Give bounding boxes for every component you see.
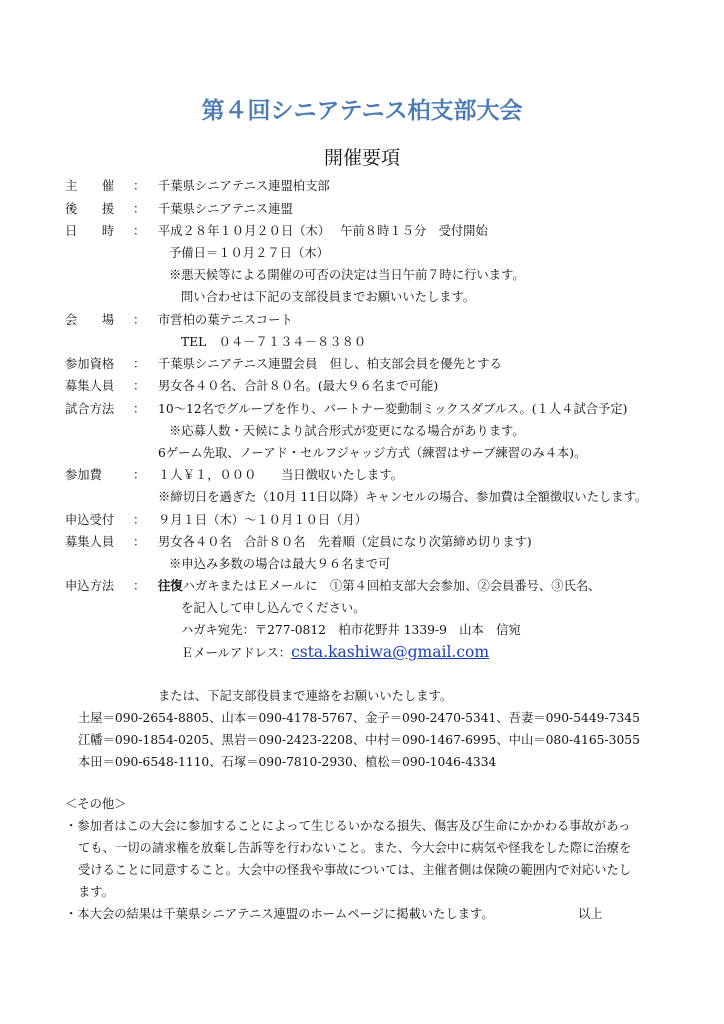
page-title: 第４回シニアテニス柏支部大会 [201, 98, 523, 124]
recruit2-value: 男女各４０名 合計８０名 先着順（定員になり次第締め切ります) [158, 535, 532, 549]
apply-bold: 往復 [158, 578, 183, 593]
end-mark: 以上 [578, 907, 603, 921]
other-bullet-1-line-1: ・参加者はこの大会に参加することによって生じるいかなる損失、傷害及び生命にかかわる事故があっ [65, 819, 631, 833]
fee-label: 参加費 [65, 468, 102, 482]
colon: ： [133, 579, 146, 593]
other-bullet-2: ・本大会の結果は千葉県シニアテニス連盟のホームページに掲載いたします。 [65, 907, 494, 921]
other-heading: ＜その他＞ [65, 797, 127, 811]
apply-text: ハガキまたはＥメールに ①第４回柏支部大会参加、②会員番号、③氏名、 [182, 579, 601, 593]
recruit-label: 募集人員 [65, 379, 115, 393]
other-bullet-1-line-3: 受けることに同意すること。大会中の怪我や事故については、主催者側は保険の範囲内で対応いたし [78, 863, 632, 877]
venue-tel: TEL ０４－７１３４－８３８０ [181, 335, 367, 349]
email-label: Ｅメールアドレス： [181, 646, 292, 660]
eligibility-value: 千葉県シニアテニス連盟会員 但し、柏支部会員を優先とする [158, 357, 502, 371]
format-label: 試合方法 [65, 402, 115, 416]
support-label: 後 援 [65, 202, 115, 216]
datetime-label: 日 時 [65, 224, 115, 238]
organizer-label: 主 催 [65, 179, 115, 193]
colon: ： [133, 402, 146, 416]
fee-note: ※締切日を過ぎた（10月 11日以降）キャンセルの場合、参加費は全額徴収いたします。 [158, 490, 648, 504]
colon: ： [133, 357, 146, 371]
email-row [181, 642, 489, 663]
other-bullet-1-line-4: ます。 [78, 885, 114, 899]
contacts-intro: または、下記支部役員まで連絡をお願いいたします。 [158, 689, 453, 703]
recruit2-note: ※申込み多数の場合は最大９６名まで可 [169, 557, 391, 571]
reception-value: ９月１日（木）～１０月１０日（月） [158, 513, 368, 527]
colon: ： [133, 513, 146, 527]
colon: ： [133, 179, 146, 193]
support-value: 千葉県シニアテニス連盟 [158, 202, 293, 216]
apply-instruction: を記入して申し込んでください。 [181, 601, 366, 615]
page-subtitle: 開催要項 [323, 147, 400, 169]
reserve-date: 予備日＝１０月２７日（木） [169, 246, 329, 260]
fee-value: １人￥１，０００ 当日徴収いたします。 [158, 468, 403, 482]
recruit-value: 男女各４０名、合計８０名。(最大９６名まで可能) [158, 379, 439, 393]
contacts-line-2: 江幡＝090-1854-0205、黒岩＝090-2423-2208、中村＝090-1467-6995、中山＝080-4165-3055 [78, 733, 640, 747]
datetime-value: 平成２８年１０月２０日（木） 午前８時１５分 受付開始 [158, 224, 488, 238]
organizer-value: 千葉県シニアテニス連盟柏支部 [158, 179, 330, 193]
reception-label: 申込受付 [65, 513, 115, 527]
eligibility-label: 参加資格 [65, 357, 115, 371]
colon: ： [133, 202, 146, 216]
format-note: ※応募人数・天候により試合形式が変更になる場合があります。 [169, 424, 525, 438]
colon: ： [133, 379, 146, 393]
weather-note: ※悪天候等による開催の可否の決定は当日午前７時に行います。 [169, 268, 525, 282]
colon: ： [133, 535, 146, 549]
email-link[interactable]: csta.kashiwa@gmail.com [291, 643, 490, 661]
contacts-line-1: 土屋＝090-2654-8805、山本＝090-4178-5767、金子＝090-2470-5341、吾妻＝090-5449-7345 [78, 711, 640, 725]
colon: ： [133, 313, 146, 327]
format-value: 10～12名でグループを作り、パートナー変動制ミックスダブルス。(１人４試合予定) [158, 402, 628, 416]
other-bullet-1-line-2: ても、一切の請求権を放棄し告訴等を行わないこと。また、今大会中に病気や怪我をした際に治療を [78, 841, 632, 855]
apply-value [158, 578, 600, 594]
contacts-line-3: 本田＝090-6548-1110、石塚＝090-7810-2930、植松＝090-1046-4334 [78, 755, 497, 769]
venue-label: 会 場 [65, 313, 115, 327]
inquiry-note: 問い合わせは下記の支部役員までお願いいたします。 [181, 290, 476, 304]
venue-value: 市営柏の葉テニスコート [158, 313, 293, 327]
colon: ： [133, 468, 146, 482]
colon: ： [133, 224, 146, 238]
format-rules: 6ゲーム先取、ノーアド・セルフジャッジ方式（練習はサーブ練習のみ４本)。 [158, 446, 587, 460]
postcard-address: ハガキ宛先：〒277-0812 柏市花野井 1339-9 山本 信宛 [181, 623, 521, 637]
recruit2-label: 募集人員 [65, 535, 115, 549]
apply-label: 申込方法 [65, 579, 115, 593]
